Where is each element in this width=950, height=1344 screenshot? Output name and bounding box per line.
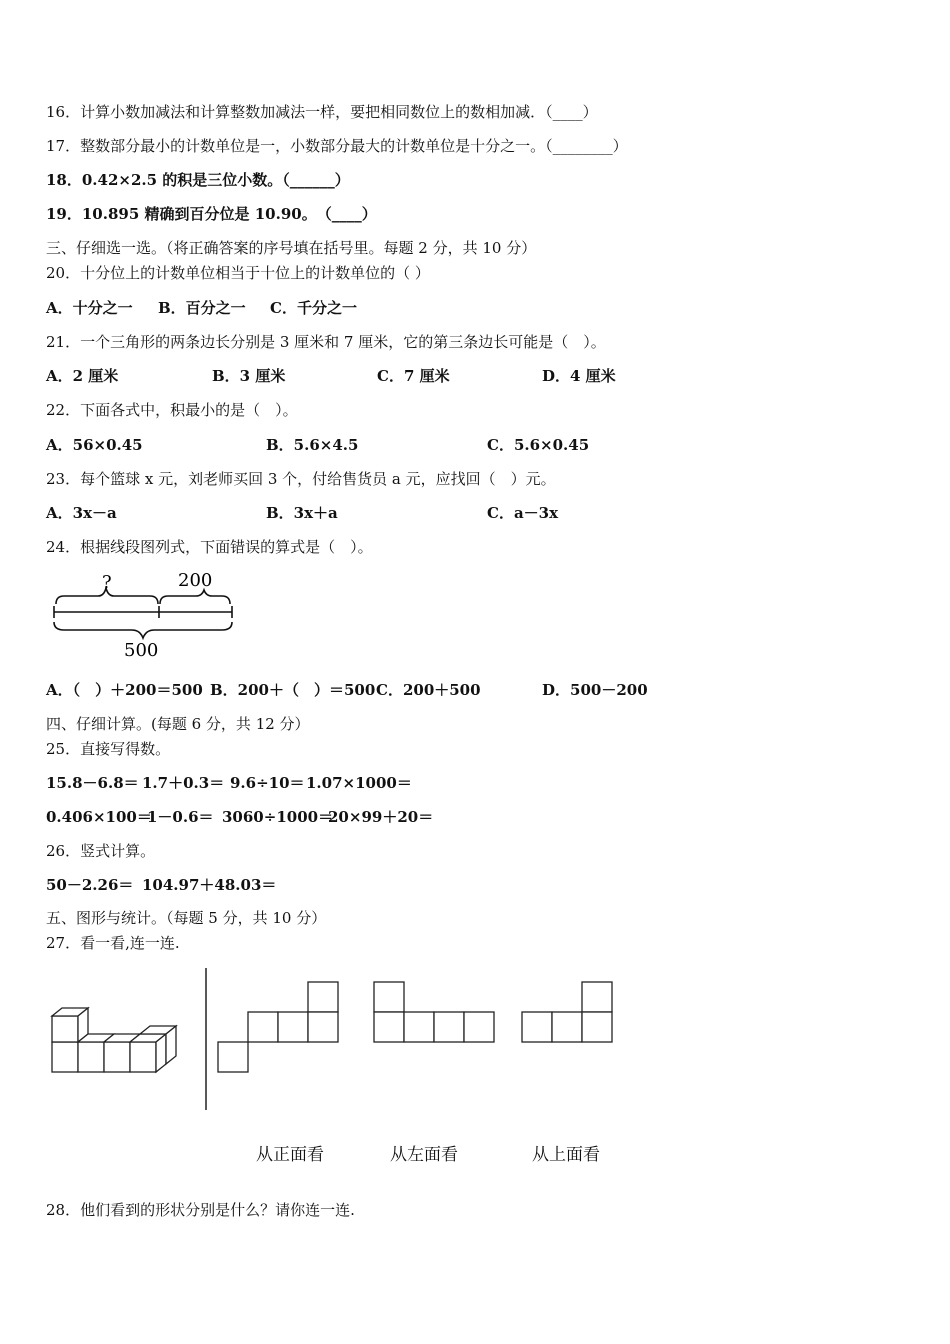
section-4-heading: 四、仔细计算。(每题 6 分，共 12 分） [46, 715, 310, 733]
question-20: 20．十分位上的计数单位相当于十位上的计数单位的（ ） [46, 264, 430, 282]
q25-item: 1.7＋0.3＝ [142, 774, 225, 792]
q24-option-b: B．200＋（ ）＝500 [210, 681, 376, 699]
q20-option-c: C．千分之一 [270, 299, 357, 317]
q25-item: 9.6÷10＝ [230, 774, 305, 792]
q20-option-b: B．百分之一 [158, 299, 246, 317]
q24-option-c: C．200＋500 [376, 681, 481, 699]
part-label: 200 [178, 570, 213, 591]
q21-option-b: B．3 厘米 [212, 367, 286, 385]
question-28: 28．他们看到的形状分别是什么？请你连一连. [46, 1201, 355, 1219]
view-shape-3 [522, 982, 612, 1042]
q23-option-a: A．3x－a [46, 504, 117, 522]
question-25: 25．直接写得数。 [46, 740, 171, 758]
total-brace [54, 622, 232, 638]
q25-item: 20×99＋20＝ [328, 808, 434, 826]
q23-option-c: C．a－3x [487, 504, 559, 522]
cube-views-figure [40, 962, 640, 1117]
section-3-heading: 三、仔细选一选。（将正确答案的序号填在括号里。每题 2 分，共 10 分） [46, 239, 537, 257]
q22-option-b: B．5.6×4.5 [266, 436, 359, 454]
question-24: 24．根据线段图列式，下面错误的算式是（ ）。 [46, 538, 373, 556]
q21-option-c: C．7 厘米 [377, 367, 450, 385]
q25-item: 3060÷1000＝ [222, 808, 334, 826]
question-18: 18．0.42×2.5 的积是三位小数。（______） [46, 171, 350, 189]
q23-option-b: B．3x＋a [266, 504, 338, 522]
q25-item: 1.07×1000＝ [306, 774, 412, 792]
question-19: 19．10.895 精确到百分位是 10.90。 （____） [46, 205, 377, 223]
view-shape-1 [218, 982, 338, 1072]
q25-item: 1－0.6＝ [147, 808, 214, 826]
q22-option-a: A．56×0.45 [46, 436, 143, 454]
q24-option-a: A．（ ）＋200＝500 [46, 681, 203, 699]
segment-diagram [46, 566, 246, 662]
q22-option-c: C．5.6×0.45 [487, 436, 590, 454]
cube-solid [52, 1008, 176, 1072]
label-left-view: 从左面看 [390, 1145, 458, 1165]
q24-option-d: D．500－200 [542, 681, 648, 699]
q21-option-d: D．4 厘米 [542, 367, 616, 385]
view-shape-2 [374, 982, 494, 1042]
question-27: 27．看一看,连一连. [46, 934, 180, 952]
unknown-label: ? [102, 572, 112, 593]
question-22: 22．下面各式中，积最小的是（ ）。 [46, 401, 298, 419]
q26-item: 50－2.26＝ [46, 876, 134, 894]
label-top-view: 从上面看 [532, 1145, 600, 1165]
total-label: 500 [124, 640, 159, 661]
question-21: 21．一个三角形的两条边长分别是 3 厘米和 7 厘米，它的第三条边长可能是（ ）。 [46, 333, 606, 351]
part-brace [160, 590, 230, 604]
q25-item: 15.8－6.8＝ [46, 774, 139, 792]
q20-option-a: A．十分之一 [46, 299, 133, 317]
question-26: 26．竖式计算。 [46, 842, 156, 860]
q26-item: 104.97＋48.03＝ [142, 876, 277, 894]
q25-item: 0.406×100＝ [46, 808, 152, 826]
question-17: 17．整数部分最小的计数单位是一，小数部分最大的计数单位是十分之一。（________） [46, 137, 628, 155]
label-front-view: 从正面看 [256, 1145, 324, 1165]
question-23: 23．每个篮球 x 元，刘老师买回 3 个，付给售货员 a 元，应找回（ ）元。 [46, 470, 556, 488]
section-5-heading: 五、图形与统计。（每题 5 分，共 10 分） [46, 909, 327, 927]
question-16: 16．计算小数加减法和计算整数加减法一样，要把相同数位上的数相加减．（____） [46, 103, 598, 121]
q21-option-a: A．2 厘米 [46, 367, 119, 385]
